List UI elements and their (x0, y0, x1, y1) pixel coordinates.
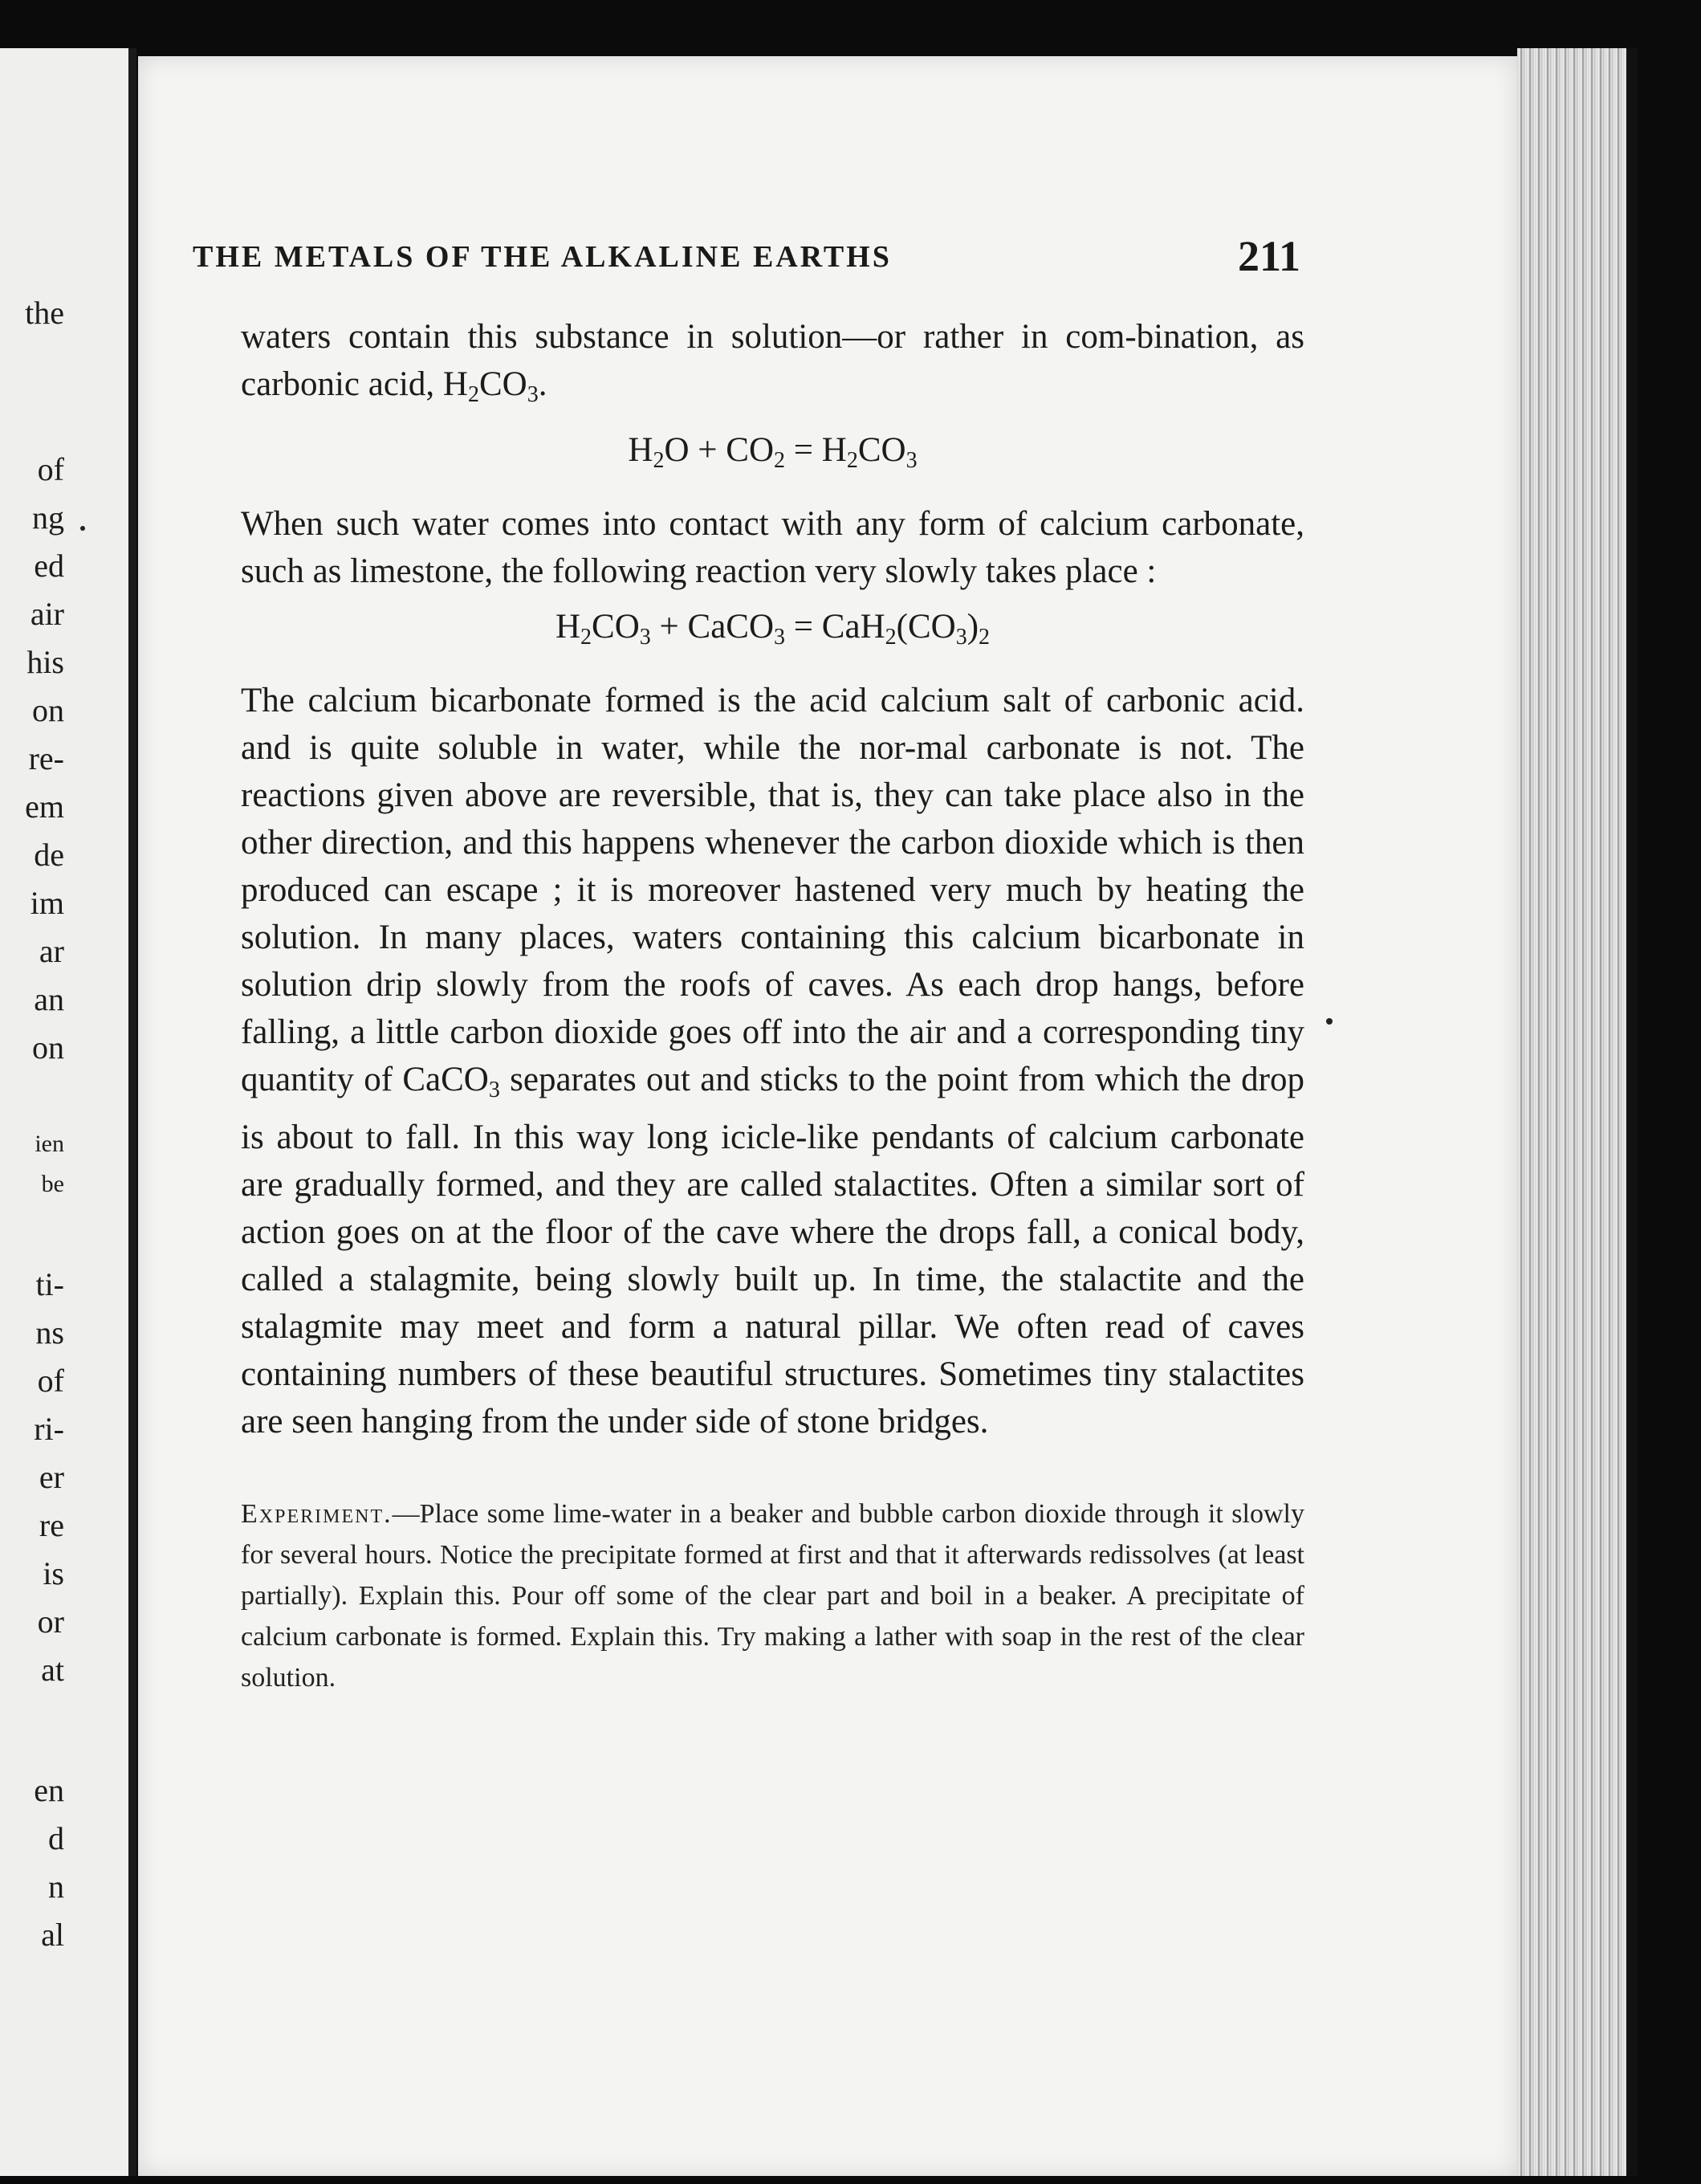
previous-page-margin (0, 48, 136, 2176)
prev-fragment: ng (32, 499, 64, 536)
page-number: 211 (1237, 232, 1300, 280)
experiment-label: Experiment. (241, 1499, 393, 1529)
prev-fragment: de (34, 837, 64, 873)
prev-fragment: en (34, 1772, 64, 1808)
prev-fragment: his (26, 644, 64, 680)
equation-2: $H_2CO_3$ + CaCO$_3$ = $CaH_2(CO_3)_2$ (555, 608, 991, 650)
prev-fragment: er (39, 1459, 64, 1495)
prev-fragment: air (30, 596, 64, 632)
experiment-text: —Place some lime-water in a beaker and bubble carbon dioxide through it slowly for several hours. Notice the precipitate formed at first and that it afterwards redissolves (at least partially). Explain this. Pour off some of the clear part and boil in a beaker. A precipitate of calcium carbonate is formed. Explain this. Try making a lather with soap in the rest of the clear solution. (241, 1499, 1304, 1693)
print-speck (1326, 1018, 1333, 1025)
prev-fragment: im (30, 885, 64, 921)
print-speck (80, 526, 85, 531)
running-title: THE METALS OF THE ALKALINE EARTHS (193, 240, 892, 274)
page-body (241, 313, 1304, 1726)
prev-fragment: ien (35, 1131, 64, 1157)
prev-fragment: d (48, 1820, 64, 1856)
prev-fragment: an (34, 981, 64, 1017)
prev-fragment: re (39, 1507, 64, 1543)
prev-fragment: be (41, 1171, 64, 1197)
paragraph-1: waters contain this substance in solution—or rather in com-bination, as carbonic acid, $H_2CO_3$. (241, 318, 1304, 407)
paragraph-2: When such water comes into contact with any form of calcium carbonate, such as limestone, the following reaction very slowly takes place : (241, 505, 1304, 590)
paragraph-3: The calcium bicarbonate formed is the acid calcium salt of carbonic acid. and is quite soluble in water, while the nor-mal carbonate is not. The reactions given above are reversible, that is, they can take place also in the other direction, and this happens whenever the carbon dioxide which is then produced can escape ; it is moreover hastened very much by heating the solution. In many places, waters containing this calcium bicarbonate in solution drip slowly from the roofs of caves. As each drop hangs, before falling, a little carbon dioxide goes off into the air and a corresponding tiny quantity of CaCO$_3$ separates out and sticks to the point from which the drop is about to fall. In this way long icicle-like pendants of calcium carbonate are gradually formed, and they are called stalactites. Often a similar sort of action goes on at the floor of the cave where the drops fall, a conical body, called a stalagmite, being slowly built up. In time, the stalactite and the stalagmite may meet and form a natural pillar. We often read of caves containing numbers of these beautiful structures. Sometimes tiny stalactites are seen hanging from the under side of stone bridges. (241, 682, 1305, 1440)
prev-fragment: at (41, 1652, 64, 1688)
running-head (193, 225, 1300, 281)
prev-fragment: em (25, 788, 64, 825)
prev-fragment: is (43, 1555, 64, 1591)
prev-fragment: ed (34, 548, 64, 584)
equation-1: $H_2O + CO_2 = H_2CO_3$ (628, 431, 918, 473)
prev-fragment: ar (39, 933, 64, 969)
page-edges (1517, 48, 1638, 2176)
prev-fragment: n (48, 1868, 64, 1905)
prev-fragment: or (37, 1603, 64, 1640)
prev-fragment: ti- (35, 1266, 64, 1302)
prev-fragment: of (37, 451, 64, 487)
prev-fragment: al (41, 1917, 64, 1953)
prev-fragment: ns (35, 1314, 64, 1351)
prev-fragment: the (25, 295, 64, 331)
prev-fragment: on (32, 692, 64, 728)
prev-fragment: re- (28, 740, 64, 776)
prev-fragment: of (37, 1363, 64, 1399)
prev-fragment: on (32, 1029, 64, 1066)
prev-fragment: ri- (34, 1411, 64, 1447)
experiment-note (241, 1493, 1304, 1698)
